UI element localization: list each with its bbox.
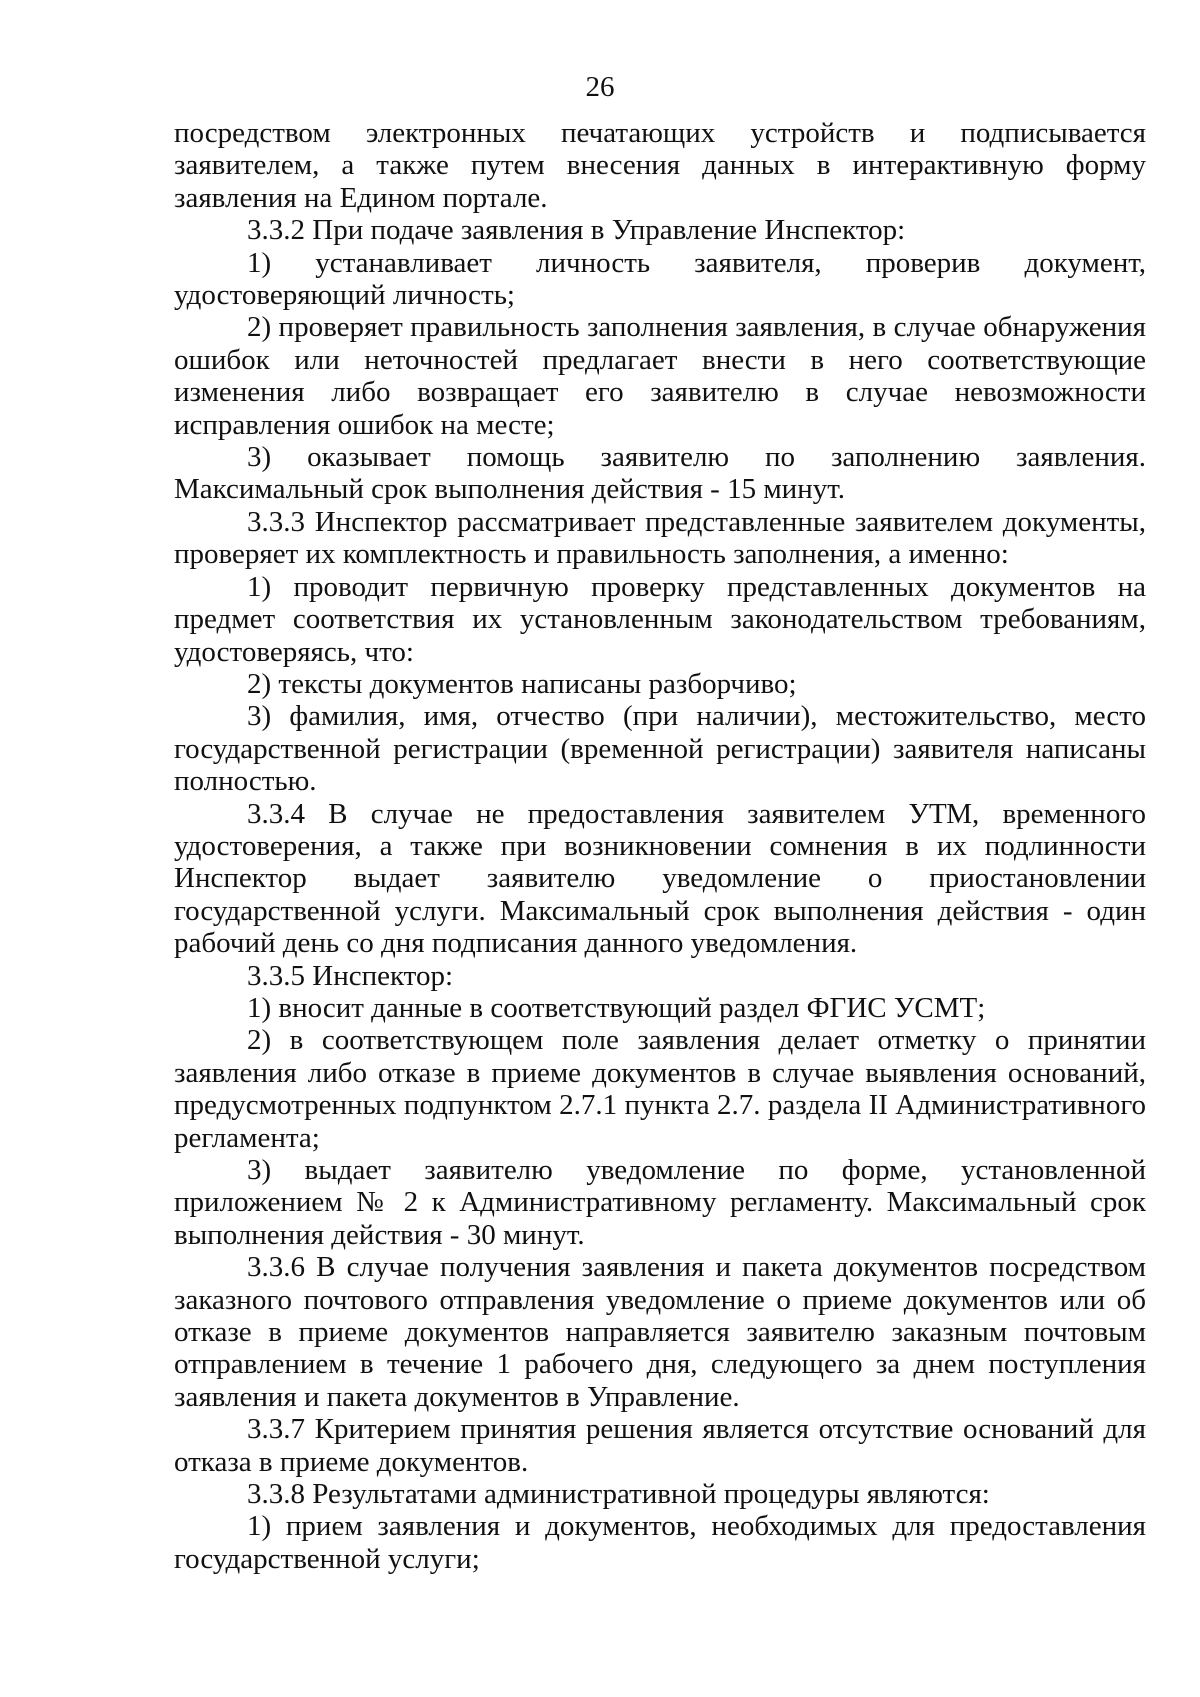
paragraph-3-3-3: 3.3.3 Инспектор рассматривает представленные заявителем документы, проверяет их комплектность и правильность заполнения, а именно:: [174, 505, 1146, 571]
paragraph-3-3-5: 3.3.5 Инспектор:: [247, 959, 454, 992]
list-item-3-3-3-3: 3) фамилия, имя, отчество (при наличии), местожительство, место государственной регистрации (временной регистрации) заявителя написаны полностью.: [174, 700, 1146, 798]
list-item-3-3-5-3: 3) выдает заявителю уведомление по форме, установленной приложением № 2 к Административному регламенту. Максимальный срок выполнения действия - 30 минут.: [174, 1154, 1146, 1251]
paragraph-3-3-4: 3.3.4 В случае не предоставления заявителем УТМ, временного удостоверения, а также при возникновении сомнения в их подлинности Инспектор выдает заявителю уведомление о приостановлении государственной услуги. Максимальный срок выполнения действия - один рабочий день со дня подписания данного уведомления.: [174, 797, 1146, 960]
paragraph-3-3-2: 3.3.2 При подаче заявления в Управление Инспектор:: [247, 214, 906, 247]
list-item-3-3-3-2: 2) тексты документов написаны разборчиво;: [247, 667, 797, 700]
list-item-3-3-2-2: 2) проверяет правильность заполнения заявления, в случае обнаружения ошибок или неточностей предлагает внести в него соответствующие изменения либо возвращает его заявителю в случае невозможности исправления ошибок на месте;: [174, 311, 1146, 441]
list-item-3-3-8-1: 1) прием заявления и документов, необходимых для предоставления государственной услуги;: [174, 1510, 1146, 1575]
list-item-3-3-5-2: 2) в соответствующем поле заявления делает отметку о принятии заявления либо отказе в приеме документов в случае выявления оснований, предусмотренных подпунктом 2.7.1 пункта 2.7. раздела II Административного регламента;: [174, 1024, 1146, 1154]
paragraph-3-3-8: 3.3.8 Результатами административной процедуры являются:: [247, 1478, 990, 1511]
page-number: 26: [585, 71, 615, 103]
list-item-3-3-3-1: 1) проводит первичную проверку представленных документов на предмет соответствия их установленным законодательством требованиям, удостоверяясь, что:: [174, 570, 1146, 668]
document-body: [174, 117, 1146, 1575]
list-item-3-3-5-1: 1) вносит данные в соответствующий раздел ФГИС УСМТ;: [247, 991, 986, 1024]
paragraph-continuation: посредством электронных печатающих устройств и подписывается заявителем, а также путем внесения данных в интерактивную форму заявления на Едином портале.: [174, 117, 1146, 214]
list-item-3-3-2-1: 1) устанавливает личность заявителя, проверив документ, удостоверяющий личность;: [174, 246, 1146, 312]
paragraph-3-3-6: 3.3.6 В случае получения заявления и пакета документов посредством заказного почтового отправления уведомление о приеме документов или об отказе в приеме документов направляется заявителю заказным почтовым отправлением в течение 1 рабочего дня, следующего за днем поступления заявления и пакета документов в Управление.: [174, 1251, 1146, 1413]
paragraph-3-3-7: 3.3.7 Критерием принятия решения является отсутствие оснований для отказа в приеме документов.: [174, 1413, 1146, 1478]
list-item-3-3-2-3: 3) оказывает помощь заявителю по заполнению заявления. Максимальный срок выполнения действия - 15 минут.: [174, 441, 1146, 506]
